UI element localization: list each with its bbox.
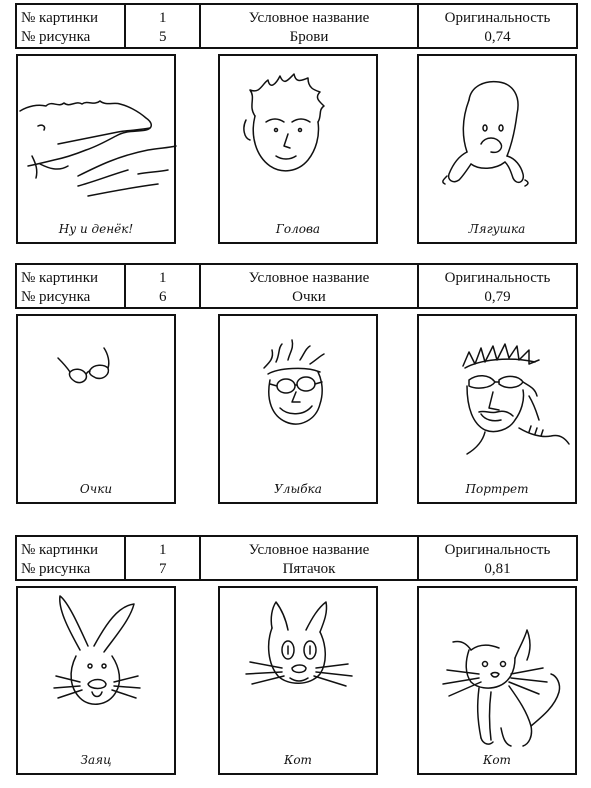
head-drawing — [220, 56, 380, 246]
divider — [124, 5, 126, 47]
drawing-caption: Лягушка — [468, 222, 526, 236]
conditional-name-value: Очки — [292, 289, 326, 305]
picture-number-value: 1 — [159, 542, 167, 558]
picture-number-value: 1 — [159, 10, 167, 26]
drawing-number-label: № рисунка — [21, 29, 91, 45]
conditional-name-label: Условное название — [248, 270, 370, 286]
portrait-drawing — [419, 316, 579, 506]
originality-value: 0,74 — [484, 29, 511, 45]
drawing-card — [16, 54, 176, 244]
picture-number-label: № картинки — [21, 542, 99, 558]
drawing-caption: Голова — [275, 222, 321, 236]
drawing-caption: Портрет — [465, 482, 529, 496]
glasses-drawing — [18, 316, 178, 506]
picture-number-value: 1 — [159, 270, 167, 286]
drawing-card — [218, 314, 378, 504]
picture-number-label: № картинки — [21, 10, 99, 26]
drawing-number-value: 5 — [159, 29, 167, 45]
crocodile-drawing — [18, 56, 178, 246]
originality-value: 0,81 — [484, 561, 511, 577]
cat-face-drawing — [220, 588, 380, 777]
drawing-card — [417, 586, 577, 775]
picture-number-label: № картинки — [21, 270, 99, 286]
drawing-number-label: № рисунка — [21, 561, 91, 577]
drawing-caption: Очки — [79, 482, 113, 496]
drawing-caption: Заяц — [80, 753, 112, 767]
drawing-card — [417, 54, 577, 244]
info-header — [15, 263, 578, 309]
originality-label: Оригинальность — [444, 270, 551, 286]
drawing-number-value: 6 — [159, 289, 167, 305]
divider — [124, 537, 126, 579]
info-header — [15, 3, 578, 49]
conditional-name-label: Условное название — [248, 542, 370, 558]
conditional-name-value: Брови — [289, 29, 329, 45]
cat-drawing — [419, 588, 579, 777]
drawing-card — [218, 54, 378, 244]
result-block-3 — [0, 535, 591, 780]
drawing-caption: Ну и денёк! — [58, 222, 134, 236]
hare-drawing — [18, 588, 178, 777]
conditional-name-label: Условное название — [248, 10, 370, 26]
info-header — [15, 535, 578, 581]
drawing-caption: Кот — [483, 753, 511, 767]
drawing-caption: Кот — [284, 753, 312, 767]
result-block-1 — [0, 3, 591, 243]
frog-drawing — [419, 56, 579, 246]
result-block-2 — [0, 263, 591, 503]
originality-value: 0,79 — [484, 289, 511, 305]
drawing-card — [16, 314, 176, 504]
drawing-card — [218, 586, 378, 775]
drawing-card — [16, 586, 176, 775]
conditional-name-value: Пятачок — [282, 561, 336, 577]
drawing-number-value: 7 — [159, 561, 167, 577]
drawing-caption: Улыбка — [274, 482, 322, 496]
drawing-card — [417, 314, 577, 504]
originality-label: Оригинальность — [444, 10, 551, 26]
divider — [124, 265, 126, 307]
originality-label: Оригинальность — [444, 542, 551, 558]
drawing-number-label: № рисунка — [21, 289, 91, 305]
smiling-face-drawing — [220, 316, 380, 506]
